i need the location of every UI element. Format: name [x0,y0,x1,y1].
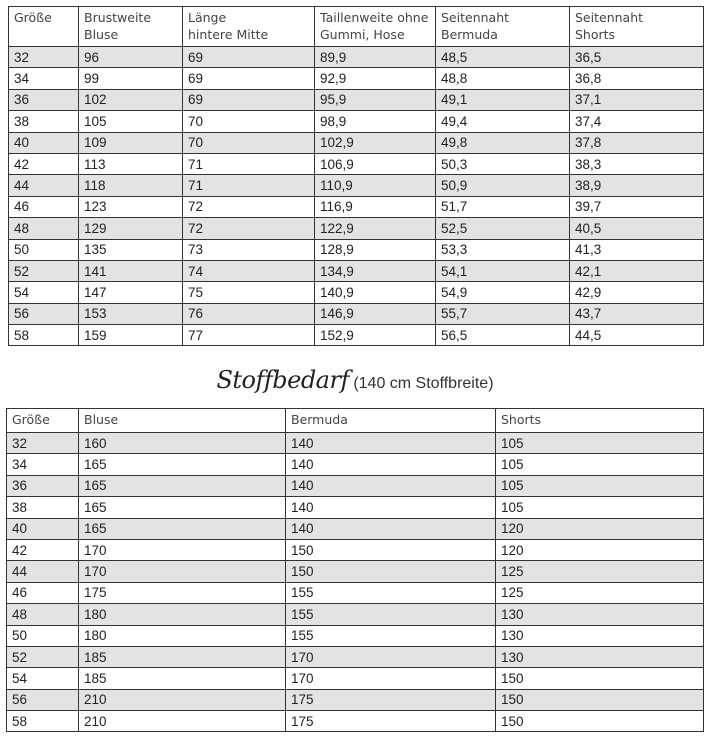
table-cell: 123 [79,196,183,217]
table-cell: 48,8 [436,68,570,89]
table-cell: 52 [9,260,79,281]
table-cell: 140 [286,454,496,475]
table-cell: 69 [183,47,315,68]
table-cell: 89,9 [315,47,436,68]
table-cell: 71 [183,175,315,196]
table-cell: 130 [496,646,704,667]
table-row [7,689,704,710]
table-cell: 129 [79,218,183,239]
table-cell: 54,9 [436,282,570,303]
table-cell: 74 [183,260,315,281]
table-cell: 34 [9,68,79,89]
table-cell: 50,3 [436,153,570,174]
table-cell: 160 [79,433,286,454]
table-row [9,303,704,324]
table-row [9,196,704,217]
table-row [7,625,704,646]
table-cell: 105 [79,111,183,132]
table-cell: 52 [7,646,79,667]
table-cell: 37,8 [570,132,704,153]
table-cell: 159 [79,325,183,346]
table-cell: 102 [79,89,183,110]
table-cell: 40 [7,518,79,539]
table-cell: 110,9 [315,175,436,196]
table-cell: 102,9 [315,132,436,153]
table-cell: 125 [496,582,704,603]
table-cell: 175 [286,689,496,710]
table-cell: 155 [286,582,496,603]
table-row [7,561,704,582]
column-header: Taillenweite ohne Gummi, Hose [315,7,436,47]
table-cell: 69 [183,68,315,89]
table-cell: 170 [286,668,496,689]
table-cell: 130 [496,625,704,646]
table-cell: 48 [9,218,79,239]
table-cell: 50,9 [436,175,570,196]
table-cell: 210 [79,689,286,710]
table-row [9,325,704,346]
table-cell: 71 [183,153,315,174]
table-cell: 165 [79,454,286,475]
table-cell: 36 [9,89,79,110]
table-cell: 128,9 [315,239,436,260]
table-cell: 37,1 [570,89,704,110]
column-header: Größe [7,409,79,433]
table-cell: 140 [286,433,496,454]
table-cell: 113 [79,153,183,174]
table-cell: 34 [7,454,79,475]
table-cell: 175 [79,582,286,603]
table-row [7,711,704,732]
table-row [9,153,704,174]
table-row [9,239,704,260]
table-row [7,454,704,475]
table-cell: 185 [79,646,286,667]
table-row [7,433,704,454]
table-row [9,175,704,196]
table-row [7,539,704,560]
table-row [7,646,704,667]
table-cell: 180 [79,604,286,625]
table-cell: 69 [183,89,315,110]
table-cell: 42,9 [570,282,704,303]
table-cell: 170 [286,646,496,667]
table-cell: 170 [79,561,286,582]
table-cell: 118 [79,175,183,196]
table-cell: 56 [7,689,79,710]
column-header: Länge hintere Mitte [183,7,315,47]
table-cell: 42 [9,153,79,174]
table-row [7,604,704,625]
table-cell: 36 [7,475,79,496]
table-row [7,582,704,603]
table-cell: 152,9 [315,325,436,346]
table-cell: 72 [183,196,315,217]
table-cell: 53,3 [436,239,570,260]
table-cell: 116,9 [315,196,436,217]
column-header: Größe [9,7,79,47]
column-header: Bluse [79,409,286,433]
table-row [7,668,704,689]
table-cell: 92,9 [315,68,436,89]
table-cell: 58 [9,325,79,346]
table-cell: 109 [79,132,183,153]
table-cell: 140 [286,475,496,496]
table-cell: 32 [9,47,79,68]
table-cell: 155 [286,604,496,625]
table-cell: 37,4 [570,111,704,132]
table-cell: 36,5 [570,47,704,68]
table-cell: 75 [183,282,315,303]
table-cell: 125 [496,561,704,582]
table-cell: 141 [79,260,183,281]
table-cell: 146,9 [315,303,436,324]
table-cell: 77 [183,325,315,346]
table-cell: 76 [183,303,315,324]
table-cell: 49,8 [436,132,570,153]
fabric-requirement-table [6,408,704,732]
table-row [9,218,704,239]
table-cell: 70 [183,132,315,153]
table-cell: 44 [7,561,79,582]
table-cell: 42,1 [570,260,704,281]
table-cell: 44 [9,175,79,196]
table-row [9,282,704,303]
table-cell: 32 [7,433,79,454]
table-cell: 185 [79,668,286,689]
table-cell: 50 [7,625,79,646]
table-cell: 36,8 [570,68,704,89]
table-cell: 165 [79,475,286,496]
table-cell: 72 [183,218,315,239]
table-cell: 130 [496,604,704,625]
table-cell: 155 [286,625,496,646]
table-cell: 140 [286,497,496,518]
table-cell: 41,3 [570,239,704,260]
column-header: Seitennaht Bermuda [436,7,570,47]
table-cell: 54 [9,282,79,303]
table-cell: 134,9 [315,260,436,281]
table-cell: 56,5 [436,325,570,346]
table-cell: 48,5 [436,47,570,68]
table-row [7,497,704,518]
table-cell: 122,9 [315,218,436,239]
table-cell: 105 [496,497,704,518]
table-cell: 150 [286,539,496,560]
table-header-row [7,409,704,433]
table-cell: 58 [7,711,79,732]
table-cell: 165 [79,497,286,518]
size-measurements-table [8,6,704,346]
table-row [7,475,704,496]
table-cell: 46 [9,196,79,217]
table-cell: 98,9 [315,111,436,132]
table-cell: 46 [7,582,79,603]
table-cell: 153 [79,303,183,324]
table-cell: 140,9 [315,282,436,303]
column-header: Brustweite Bluse [79,7,183,47]
table-row [9,111,704,132]
table-cell: 170 [79,539,286,560]
table-cell: 49,4 [436,111,570,132]
table-cell: 50 [9,239,79,260]
table-cell: 49,1 [436,89,570,110]
table-cell: 95,9 [315,89,436,110]
table-cell: 180 [79,625,286,646]
table-cell: 38,9 [570,175,704,196]
table-cell: 52,5 [436,218,570,239]
table-cell: 165 [79,518,286,539]
table-cell: 38,3 [570,153,704,174]
column-header: Seitennaht Shorts [570,7,704,47]
table-cell: 105 [496,475,704,496]
table-cell: 96 [79,47,183,68]
table-row [9,47,704,68]
table-cell: 150 [496,689,704,710]
table-cell: 210 [79,711,286,732]
table-row [9,68,704,89]
table-row [9,132,704,153]
table-cell: 42 [7,539,79,560]
table-row [7,518,704,539]
table-cell: 150 [496,668,704,689]
table-cell: 56 [9,303,79,324]
table-cell: 150 [496,711,704,732]
table-cell: 105 [496,433,704,454]
section-title-script: Stoffbedarf [216,366,349,394]
table-cell: 40 [9,132,79,153]
table-cell: 38 [7,497,79,518]
table-cell: 120 [496,518,704,539]
table-row [9,260,704,281]
table-cell: 39,7 [570,196,704,217]
column-header: Bermuda [286,409,496,433]
table-cell: 135 [79,239,183,260]
column-header: Shorts [496,409,704,433]
table-cell: 73 [183,239,315,260]
table-cell: 70 [183,111,315,132]
table-cell: 38 [9,111,79,132]
table-cell: 43,7 [570,303,704,324]
table-cell: 175 [286,711,496,732]
table-cell: 106,9 [315,153,436,174]
table-cell: 55,7 [436,303,570,324]
table-cell: 54 [7,668,79,689]
table-cell: 120 [496,539,704,560]
section-title [0,366,710,394]
table-cell: 99 [79,68,183,89]
table-cell: 40,5 [570,218,704,239]
table-cell: 48 [7,604,79,625]
table-cell: 105 [496,454,704,475]
table-row [9,89,704,110]
section-title-subtitle: (140 cm Stoffbreite) [353,375,494,392]
table-cell: 147 [79,282,183,303]
table-cell: 51,7 [436,196,570,217]
table-cell: 140 [286,518,496,539]
table-cell: 54,1 [436,260,570,281]
table-header-row [9,7,704,47]
table-cell: 44,5 [570,325,704,346]
table-cell: 150 [286,561,496,582]
